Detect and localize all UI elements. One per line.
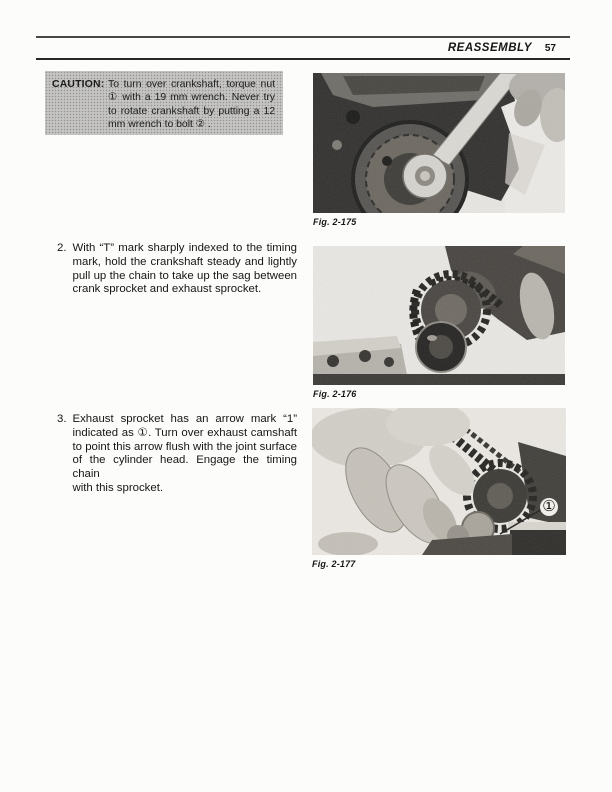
- caution-text: to rotate crankshaft by putting a 12: [108, 105, 275, 117]
- fig-2-175-photo: [313, 73, 565, 213]
- step-number: 2.: [57, 242, 67, 254]
- figure-caption: Fig. 2-175: [313, 217, 357, 227]
- fig-2-176-photo: [313, 246, 565, 385]
- step-3: [57, 413, 297, 496]
- figure-caption: Fig. 2-177: [312, 559, 356, 569]
- step-text: with this sprocket.: [72, 481, 164, 494]
- page-header: [36, 42, 556, 54]
- step-text: With “T” mark sharply indexed to the timing: [72, 242, 297, 254]
- step-2: [57, 242, 297, 297]
- step-text: to point this arrow flush with the joint surface: [72, 440, 297, 453]
- caution-text: mm wrench to bolt ② .: [108, 118, 211, 130]
- header-rule: [36, 58, 570, 60]
- caution-text: ① with a 19 mm wrench. Never try: [108, 92, 275, 104]
- caution-text: To turn over crankshaft, torque nut: [108, 79, 275, 90]
- caution-line: [52, 78, 275, 91]
- section-title: REASSEMBLY: [447, 42, 532, 54]
- step-text: Exhaust sprocket has an arrow mark “1”: [72, 413, 297, 425]
- step-number: 3.: [57, 413, 67, 425]
- top-rule: [36, 36, 570, 38]
- caution-label: CAUTION:: [52, 79, 105, 90]
- part-callout-1: ①: [540, 498, 558, 516]
- figure-caption: Fig. 2-176: [313, 389, 357, 399]
- step-text: mark, hold the crankshaft steady and lightly: [72, 255, 297, 268]
- step-text: pull up the chain to take up the sag between: [72, 269, 297, 282]
- step-text: of the cylinder head. Engage the timing chain: [72, 454, 297, 481]
- page-number: 57: [544, 43, 556, 54]
- step-text: crank sprocket and exhaust sprocket.: [72, 283, 262, 296]
- caution-box: [45, 71, 283, 135]
- fig-2-177-photo: [312, 408, 566, 555]
- step-text: indicated as ①. Turn over exhaust camshaft: [72, 426, 297, 439]
